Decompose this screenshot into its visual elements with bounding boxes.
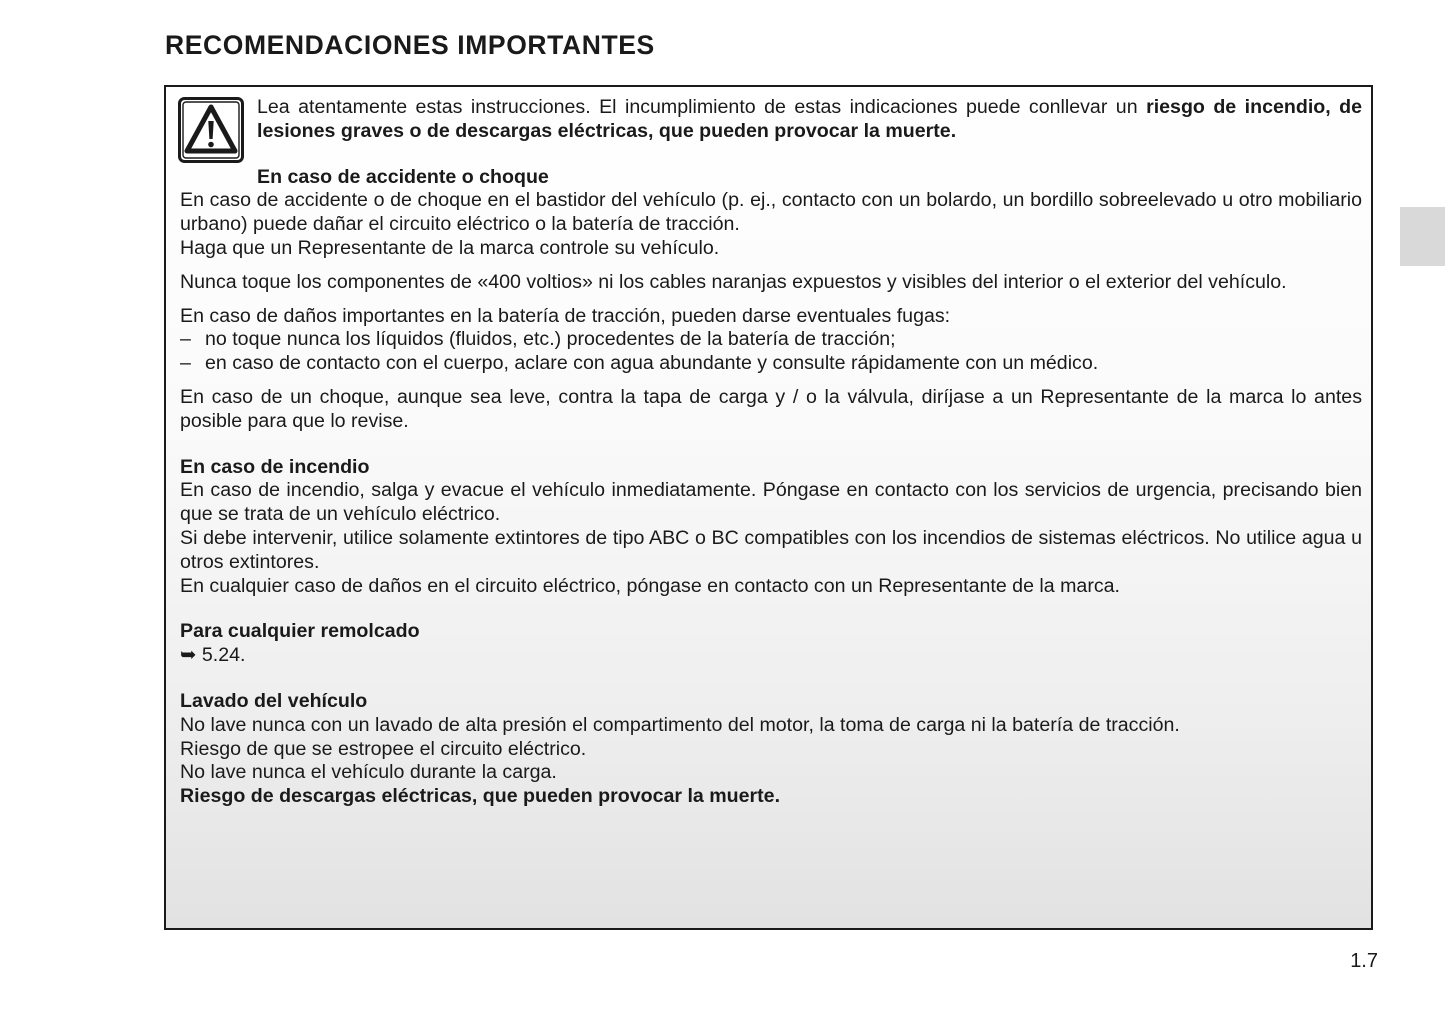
towing-heading: Para cualquier remolcado bbox=[180, 620, 420, 643]
list-item: – no toque nunca los líquidos (fluidos, etc.) procedentes de la batería de tracción; bbox=[180, 328, 1362, 352]
accident-text-1: En caso de accidente o de choque en el bastidor del vehículo (p. ej., contacto con un bolardo, un bordillo sobreelevado u otro mobiliario urbano) puede dañar el circuito eléctrico o la batería de tracción. bbox=[180, 189, 1362, 236]
fire-text-2: Si debe intervenir, utilice solamente extintores de tipo ABC o BC compatibles con los incendios de sistemas eléctricos. No utilice agua u otros extintores. bbox=[180, 526, 1362, 573]
charge-flap-warning: En caso de un choque, aunque sea leve, contra la tapa de carga y / o la válvula, diríjase a un Representante de la marca lo antes posible para que lo revise. bbox=[180, 385, 1362, 432]
page-title: RECOMENDACIONES IMPORTANTES bbox=[165, 30, 655, 60]
arrow-icon: ➥ bbox=[180, 644, 197, 667]
warning-content bbox=[180, 96, 1362, 809]
voltage-warning: Nunca toque los componentes de «400 voltios» ni los cables naranjas expuestos y visibles del interior o el exterior del vehículo. bbox=[180, 270, 1287, 293]
fire-heading: En caso de incendio bbox=[180, 455, 370, 478]
fire-text-3: En cualquier caso de daños en el circuito eléctrico, póngase en contacto con un Representante de la marca. bbox=[180, 574, 1120, 597]
washing-danger: Riesgo de descargas eléctricas, que pueden provocar la muerte. bbox=[180, 785, 781, 808]
page-number: 1.7 bbox=[1350, 950, 1378, 972]
section-tab bbox=[1400, 207, 1445, 266]
washing-text-3: No lave nunca el vehículo durante la carga. bbox=[180, 761, 557, 784]
intro-bold-warning: riesgo de incendio, de lesiones graves o de descargas eléctricas, que pueden provocar la muerte. bbox=[257, 96, 1363, 142]
intro-text: Lea atentamente estas instrucciones. El incumplimiento de estas indicaciones puede conllevar un bbox=[257, 96, 1147, 118]
list-item: – en caso de contacto con el cuerpo, aclare con agua abundante y consulte rápidamente con un médico. bbox=[180, 352, 1362, 376]
warning-intro bbox=[180, 96, 1362, 144]
battery-leak-intro: En caso de daños importantes en la batería de tracción, pueden darse eventuales fugas: bbox=[180, 304, 951, 327]
towing-reference bbox=[180, 644, 1362, 668]
accident-text-2: Haga que un Representante de la marca controle su vehículo. bbox=[180, 236, 720, 259]
washing-text-2: Riesgo de que se estropee el circuito eléctrico. bbox=[180, 737, 587, 760]
battery-leak-list bbox=[180, 328, 1362, 376]
towing-page-link[interactable]: 5.24. bbox=[201, 644, 246, 667]
washing-heading: Lavado del vehículo bbox=[180, 689, 368, 712]
fire-text-1: En caso de incendio, salga y evacue el vehículo inmediatamente. Póngase en contacto con los servicios de urgencia, precisando bien que se trata de un vehículo eléctrico. bbox=[180, 479, 1362, 526]
accident-heading: En caso de accidente o choque bbox=[257, 165, 549, 188]
washing-text-1: No lave nunca con un lavado de alta presión el compartimento del motor, la toma de carga ni la batería de tracción. bbox=[180, 713, 1180, 736]
